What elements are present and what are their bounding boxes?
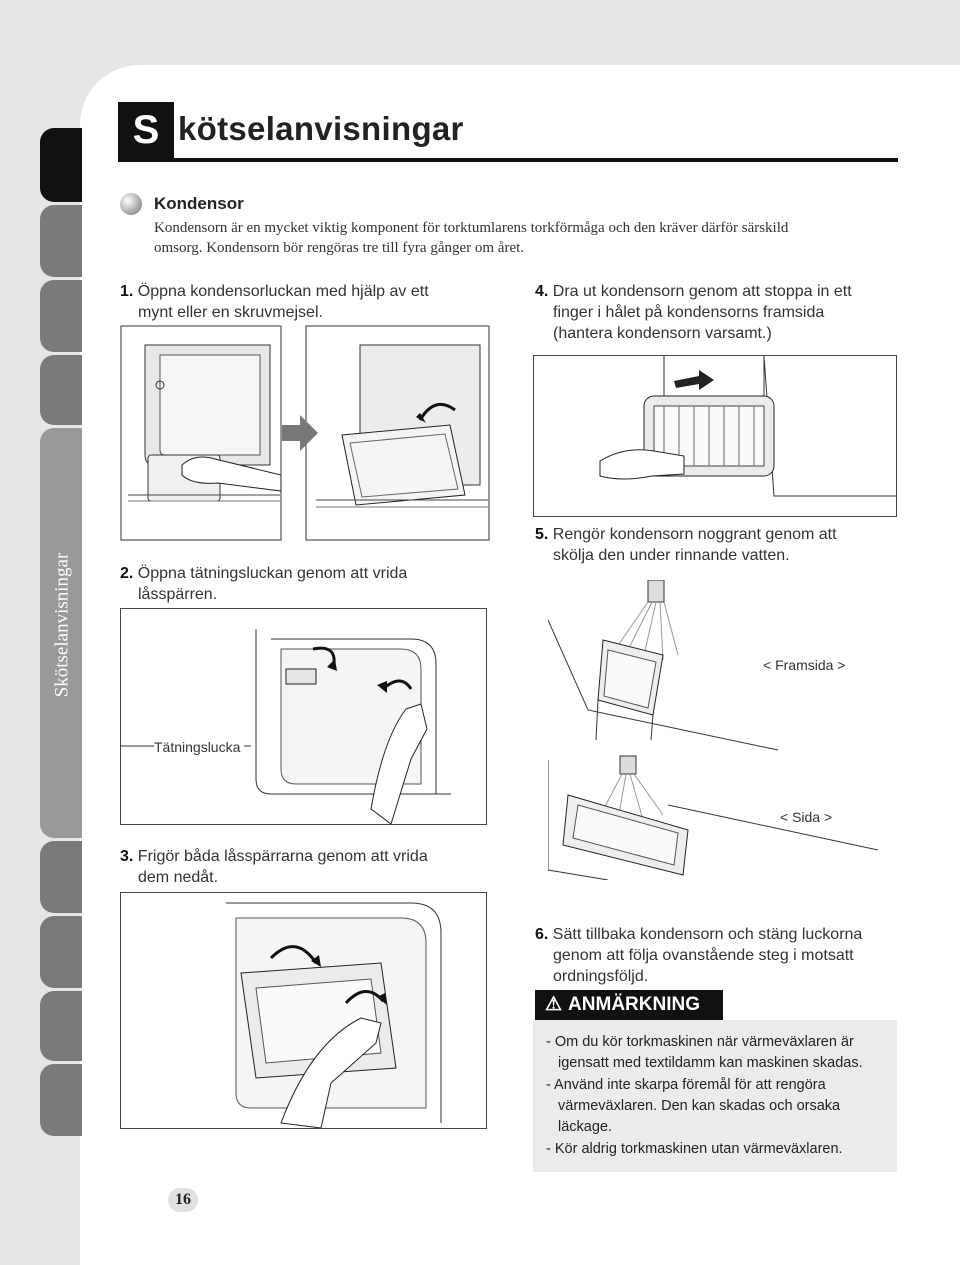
chapter-tab-8[interactable] xyxy=(40,991,82,1061)
step-1-illustration xyxy=(120,325,490,541)
step-3-line-2: dem nedåt. xyxy=(138,869,219,886)
page-number: 16 xyxy=(168,1188,198,1212)
step-3-illustration xyxy=(120,892,487,1129)
chapter-tab-2[interactable] xyxy=(40,205,82,277)
step-6-line-2: genom att följa ovanstående steg i motsatt xyxy=(553,947,854,964)
step-4-line-3: (hantera kondensorn varsamt.) xyxy=(553,325,772,342)
step-1-number: 1. xyxy=(120,283,134,300)
note-heading xyxy=(535,990,723,1020)
note-line-4: värmeväxlaren. Den kan skadas och orsaka xyxy=(558,1098,841,1114)
step-4-line-1: Dra ut kondensorn genom att stoppa in ett xyxy=(552,283,852,300)
step-3 xyxy=(120,846,428,888)
section-intro xyxy=(154,218,894,258)
step-6-line-3: ordningsföljd. xyxy=(553,968,649,985)
note-heading-text: ANMÄRKNING xyxy=(568,994,700,1015)
intro-line-1: Kondensorn är en mycket viktig komponent för torktumlarens torkförmåga och den kräver därför särskild xyxy=(154,220,789,236)
step-4-number: 4. xyxy=(535,283,549,300)
note-line-2: igensatt med textildamm kan maskinen skadas. xyxy=(558,1055,863,1071)
caption-front: < Framsida > xyxy=(763,657,846,673)
step-2 xyxy=(120,563,407,605)
chapter-tab-6[interactable] xyxy=(40,841,82,913)
step-3-number: 3. xyxy=(120,848,134,865)
step-6 xyxy=(535,924,862,987)
note-line-1: - Om du kör torkmaskinen när värmeväxlaren är xyxy=(546,1034,854,1050)
warning-icon: ⚠ xyxy=(545,994,563,1015)
step-2-number: 2. xyxy=(120,565,134,582)
chapter-tab-3[interactable] xyxy=(40,280,82,352)
note-line-6: - Kör aldrig torkmaskinen utan värmeväxlaren. xyxy=(546,1141,843,1157)
step-5-illustrations xyxy=(548,580,878,880)
step-2-line-2: låsspärren. xyxy=(138,586,218,603)
step-6-line-1: Sätt tillbaka kondensorn och stäng luckorna xyxy=(552,926,863,943)
step-5 xyxy=(535,524,837,566)
step-5-number: 5. xyxy=(535,526,549,543)
step-2-line-1: Öppna tätningsluckan genom att vrida xyxy=(137,565,408,582)
step-5-line-1: Rengör kondensorn noggrant genom att xyxy=(552,526,837,543)
step-5-line-2: skölja den under rinnande vatten. xyxy=(553,547,790,564)
step-4 xyxy=(535,281,852,344)
step-2-illustration xyxy=(120,608,487,825)
title-text: kötselanvisningar xyxy=(178,110,464,147)
step-6-number: 6. xyxy=(535,926,549,943)
step-4-line-2: finger i hålet på kondensorns framsida xyxy=(553,304,825,321)
caption-side: < Sida > xyxy=(780,809,833,825)
step-1-line-2: mynt eller en skruvmejsel. xyxy=(138,304,323,321)
chapter-tab-4[interactable] xyxy=(40,355,82,425)
caption-seal-flap: Tätningslucka xyxy=(154,739,244,755)
section-bullet-icon xyxy=(120,193,142,215)
chapter-tab-1[interactable] xyxy=(40,128,82,202)
note-line-3: - Använd inte skarpa föremål för att rengöra xyxy=(546,1077,826,1093)
side-tab-label: Skötselanvisningar xyxy=(51,552,73,698)
section-title: Kondensor xyxy=(154,194,244,213)
step-1-line-1: Öppna kondensorluckan med hjälp av ett xyxy=(137,283,429,300)
step-4-illustration xyxy=(533,355,897,517)
title-initial: S xyxy=(118,102,174,158)
step-3-line-1: Frigör båda låsspärrarna genom att vrida xyxy=(137,848,428,865)
step-1 xyxy=(120,281,429,323)
chapter-tab-9[interactable] xyxy=(40,1064,82,1136)
note-line-5: läckage. xyxy=(558,1119,613,1135)
intro-line-2: omsorg. Kondensorn bör rengöras tre till fyra gånger om året. xyxy=(154,240,525,256)
page-title xyxy=(118,102,898,162)
chapter-tab-7[interactable] xyxy=(40,916,82,988)
